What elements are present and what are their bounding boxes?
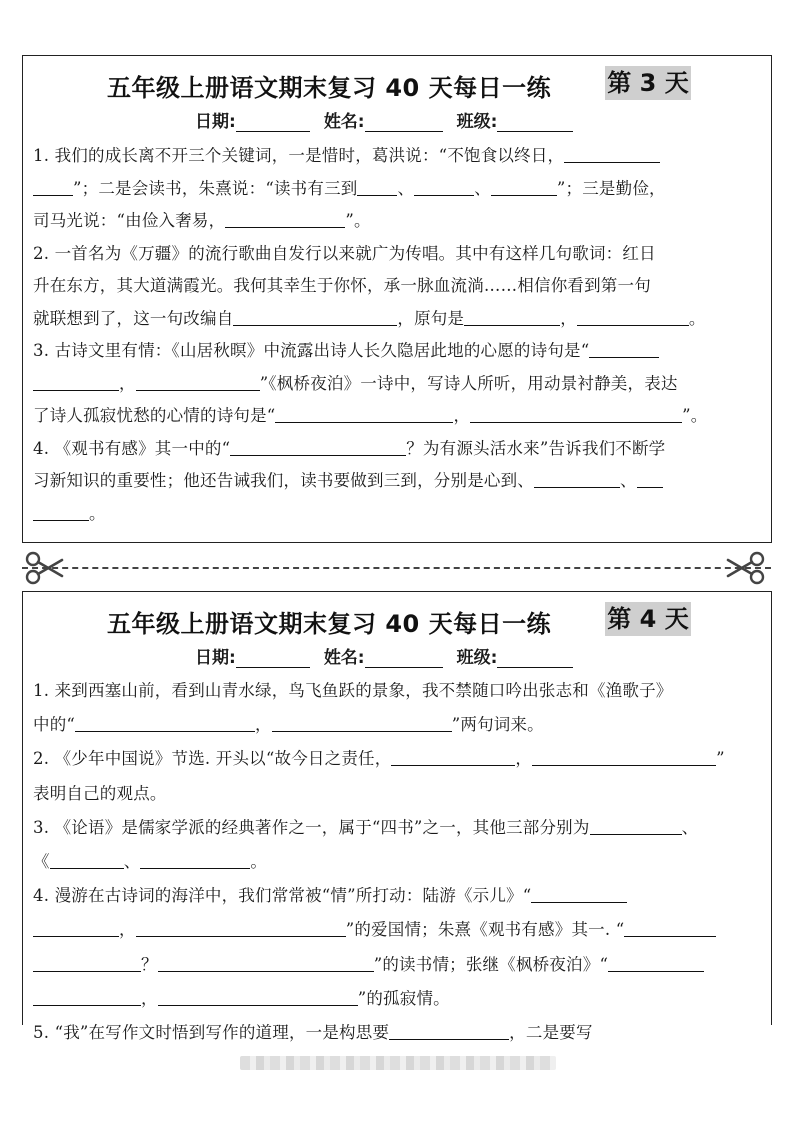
question-text: 。 <box>250 851 268 871</box>
question-line <box>33 400 763 433</box>
question-text: ，二是要写 <box>509 1022 593 1042</box>
answer-blank[interactable] <box>464 306 560 326</box>
card-header <box>23 68 771 102</box>
questions-body <box>33 140 763 530</box>
question-text: ？为有源头活水来”告诉我们不断学 <box>406 438 666 458</box>
question-text: ，原句是 <box>397 308 465 328</box>
answer-blank[interactable] <box>136 371 260 391</box>
class-label: 班级: <box>456 648 498 668</box>
question-text: ， <box>255 715 272 735</box>
question-text: ”；三是勤俭， <box>556 178 666 198</box>
question-text: ”的爱国情；朱熹《观书有感》其一. “ <box>345 920 625 940</box>
question-text: 1. 来到西塞山前，看到山青水绿，鸟飞鱼跃的景象，我不禁随口吟出张志和《渔歌子》 <box>33 681 673 700</box>
question-text: 、 <box>123 851 141 871</box>
question-text: 3. 《论语》是儒家学派的经典著作之一，属于“四书”之一，其他三部分别为 <box>33 817 590 837</box>
dashed-divider <box>22 567 771 569</box>
scissors-icon <box>24 550 64 586</box>
question-text: ”两句词来。 <box>451 715 544 735</box>
question-text: 升在东方，其大道满霞光。我何其幸生于你怀，承一脉血流淌……相信你看到第一句 <box>33 276 651 295</box>
name-field[interactable] <box>365 650 443 668</box>
question-text: 。 <box>89 503 106 523</box>
question-text: 就联想到了，这一句改编自 <box>33 308 234 328</box>
question-line <box>33 335 763 368</box>
question-line <box>33 674 763 708</box>
question-text: ”。 <box>682 406 708 425</box>
question-text: ， <box>119 373 136 393</box>
name-label: 姓名: <box>323 112 365 132</box>
class-label: 班级: <box>456 112 498 132</box>
question-text: 5. “我”在写作文时悟到写作的道理，一是构思要 <box>33 1022 390 1042</box>
question-text: 1. 我们的成长离不开三个关键词，一是惜时，葛洪说：“不饱食以终日， <box>33 146 565 165</box>
answer-blank[interactable] <box>589 338 659 358</box>
answer-blank[interactable] <box>33 952 141 972</box>
question-line <box>33 913 763 947</box>
questions-body <box>33 674 763 1050</box>
answer-blank[interactable] <box>272 712 452 732</box>
watermark-bar <box>240 1056 556 1070</box>
question-line <box>33 742 763 776</box>
student-info-row <box>195 108 587 132</box>
answer-blank[interactable] <box>534 468 620 488</box>
answer-blank[interactable] <box>531 883 627 903</box>
question-line <box>33 205 763 238</box>
answer-blank[interactable] <box>225 208 345 228</box>
answer-blank[interactable] <box>577 306 689 326</box>
question-line <box>33 708 763 742</box>
answer-blank[interactable] <box>491 176 557 196</box>
answer-blank[interactable] <box>230 436 406 456</box>
question-line <box>33 173 763 206</box>
answer-blank[interactable] <box>275 403 453 423</box>
question-text: 。 <box>688 308 706 328</box>
question-text: 习新知识的重要性；他还告诫我们，读书要做到三到，分别是心到、 <box>33 471 534 490</box>
answer-blank[interactable] <box>136 917 346 937</box>
question-line <box>33 368 763 401</box>
question-line <box>33 811 763 845</box>
answer-blank[interactable] <box>414 176 474 196</box>
date-label: 日期: <box>195 648 236 668</box>
answer-blank[interactable] <box>33 501 89 521</box>
answer-blank[interactable] <box>233 306 397 326</box>
question-text: 表明自己的观点。 <box>33 783 167 803</box>
answer-blank[interactable] <box>389 1020 509 1040</box>
answer-blank[interactable] <box>608 952 704 972</box>
student-info-row <box>195 644 587 668</box>
day-badge: 第 3 天 <box>605 66 691 100</box>
answer-blank[interactable] <box>33 371 119 391</box>
question-text: ”的孤寂情。 <box>357 988 450 1008</box>
question-text: ， <box>515 749 533 769</box>
cut-line <box>0 548 793 588</box>
answer-blank[interactable] <box>590 815 682 835</box>
answer-blank[interactable] <box>33 986 141 1006</box>
question-text: 4. 《观书有感》其一中的“ <box>33 438 231 458</box>
date-field[interactable] <box>236 114 310 132</box>
question-line <box>33 140 763 173</box>
answer-blank[interactable] <box>158 986 358 1006</box>
card-header <box>23 604 771 638</box>
answer-blank[interactable] <box>637 468 663 488</box>
answer-blank[interactable] <box>50 849 124 869</box>
question-text: 、 <box>620 471 637 490</box>
answer-blank[interactable] <box>564 143 660 163</box>
question-line <box>33 845 763 879</box>
question-line <box>33 303 763 336</box>
question-text: 4. 漫游在古诗词的海洋中，我们常常被“情”所打动：陆游《示儿》“ <box>33 886 532 906</box>
answer-blank[interactable] <box>158 952 374 972</box>
question-line <box>33 1016 763 1050</box>
answer-blank[interactable] <box>624 917 716 937</box>
answer-blank[interactable] <box>75 712 255 732</box>
exercise-card-day-3 <box>22 55 772 543</box>
question-text: 了诗人孤寂忧愁的心情的诗句是“ <box>33 406 276 425</box>
question-line <box>33 433 763 466</box>
question-text: ， <box>560 308 577 328</box>
name-field[interactable] <box>365 114 443 132</box>
question-text: 2. 《少年中国说》节选. 开头以“故今日之责任， <box>33 749 392 769</box>
class-field[interactable] <box>497 650 573 668</box>
answer-blank[interactable] <box>357 176 397 196</box>
question-text: ”的读书情；张继《枫桥夜泊》“ <box>373 954 609 974</box>
exercise-card-day-4 <box>22 591 772 1042</box>
answer-blank[interactable] <box>391 746 515 766</box>
question-line <box>33 498 763 531</box>
question-text: ”《枫桥夜泊》一诗中，写诗人所听，用动景衬静美，表达 <box>259 373 678 393</box>
answer-blank[interactable] <box>140 849 250 869</box>
question-text: ”；二是会读书，朱熹说：“读书有三到 <box>73 178 358 198</box>
question-line <box>33 948 763 982</box>
question-line <box>33 238 763 271</box>
question-text: ”。 <box>345 211 371 230</box>
date-field[interactable] <box>236 650 310 668</box>
question-line <box>33 982 763 1016</box>
question-line <box>33 879 763 913</box>
question-text: 3. 古诗文里有情：《山居秋暝》中流露出诗人长久隐居此地的心愿的诗句是“ <box>33 341 590 360</box>
answer-blank[interactable] <box>532 746 716 766</box>
question-line <box>33 465 763 498</box>
answer-blank[interactable] <box>33 176 73 196</box>
answer-blank[interactable] <box>470 403 682 423</box>
question-text: 司马光说：“由俭入奢易， <box>33 211 226 230</box>
answer-blank[interactable] <box>33 917 119 937</box>
question-text: ？ <box>141 954 158 974</box>
question-text: 、 <box>397 178 415 198</box>
question-text: 《 <box>33 851 50 871</box>
question-text: 、 <box>474 178 491 198</box>
card-title: 五年级上册语文期末复习 40 天每日一练 <box>107 610 552 638</box>
question-line <box>33 270 763 303</box>
name-label: 姓名: <box>323 648 365 668</box>
question-text: ， <box>119 920 136 940</box>
scissors-icon <box>726 550 766 586</box>
card-title: 五年级上册语文期末复习 40 天每日一练 <box>107 74 552 102</box>
question-text: 、 <box>681 817 699 837</box>
question-text: ， <box>453 406 471 425</box>
day-badge: 第 4 天 <box>605 602 691 636</box>
question-text: 2. 一首名为《万疆》的流行歌曲自发行以来就广为传唱。其中有这样几句歌词：红日 <box>33 243 656 263</box>
question-text: ， <box>141 988 158 1008</box>
question-line <box>33 777 763 811</box>
question-text: ” <box>716 749 725 769</box>
class-field[interactable] <box>497 114 573 132</box>
date-label: 日期: <box>195 112 236 132</box>
question-text: 中的“ <box>33 715 76 735</box>
